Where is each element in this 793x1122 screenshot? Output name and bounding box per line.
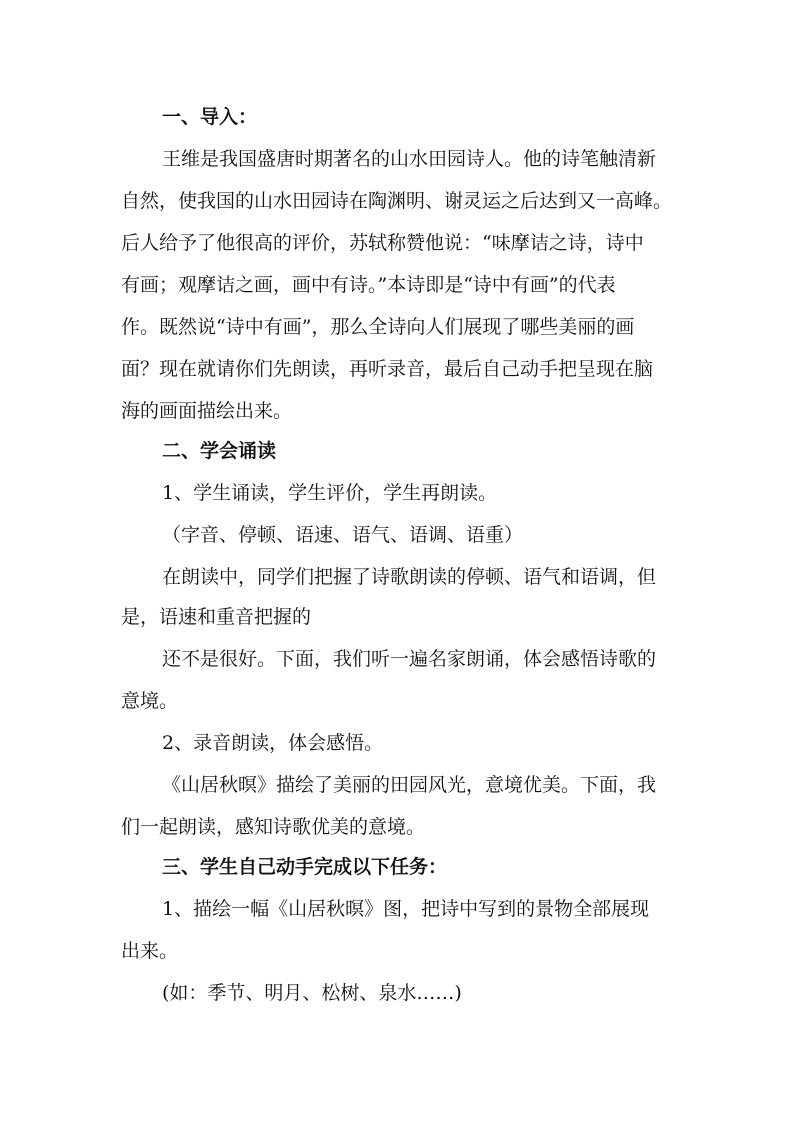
- paragraph-line: 王维是我国盛唐时期著名的山水田园诗人。他的诗笔触清新: [162, 148, 657, 170]
- paragraph-line: 面？现在就请你们先朗读，再听录音，最后自己动手把呈现在脑: [121, 358, 654, 380]
- list-item-continuation: 出来。: [121, 940, 179, 962]
- paragraph-line: 海的画面描绘出来。: [121, 400, 293, 422]
- paragraph-line: 有画；观摩诘之画，画中有诗。”本诗即是“诗中有画”的代表: [121, 274, 616, 296]
- list-item: 2、录音朗读，体会感悟。: [162, 732, 384, 754]
- paragraph-line: 在朗读中，同学们把握了诗歌朗读的停顿、语气和语调，但: [162, 566, 657, 588]
- list-item: 1、描绘一幅《山居秋暝》图，把诗中写到的景物全部展现: [162, 898, 650, 920]
- paragraph-line: 自然，使我国的山水田园诗在陶渊明、谢灵运之后达到又一高峰。: [121, 190, 673, 212]
- paragraph-line: 后人给予了他很高的评价，苏轼称赞他说：“味摩诘之诗，诗中: [121, 232, 644, 254]
- paragraph-line: 意境。: [121, 690, 179, 712]
- paragraph-line: 还不是很好。下面，我们听一遍名家朗诵，体会感悟诗歌的: [162, 648, 657, 670]
- paragraph-line: 《山居秋暝》描绘了美丽的田园风光，意境优美。下面，我: [162, 774, 657, 796]
- paragraph-line: 是，语速和重音把握的: [121, 606, 312, 628]
- paragraph-line: 作。既然说“诗中有画”，那么全诗向人们展现了哪些美丽的画: [121, 316, 635, 338]
- list-item-note: (如：季节、明月、松树、泉水……): [162, 982, 462, 1004]
- section-heading-tasks: 三、学生自己动手完成以下任务：: [162, 856, 448, 878]
- section-heading-intro: 一、导入：: [162, 106, 258, 128]
- list-item-note: （字音、停顿、语速、语气、语调、语重）: [162, 524, 524, 546]
- paragraph-line: 们一起朗读，感知诗歌优美的意境。: [121, 816, 426, 838]
- section-heading-recitation: 二、学会诵读: [162, 440, 277, 462]
- list-item: 1、学生诵读，学生评价，学生再朗读。: [162, 482, 498, 504]
